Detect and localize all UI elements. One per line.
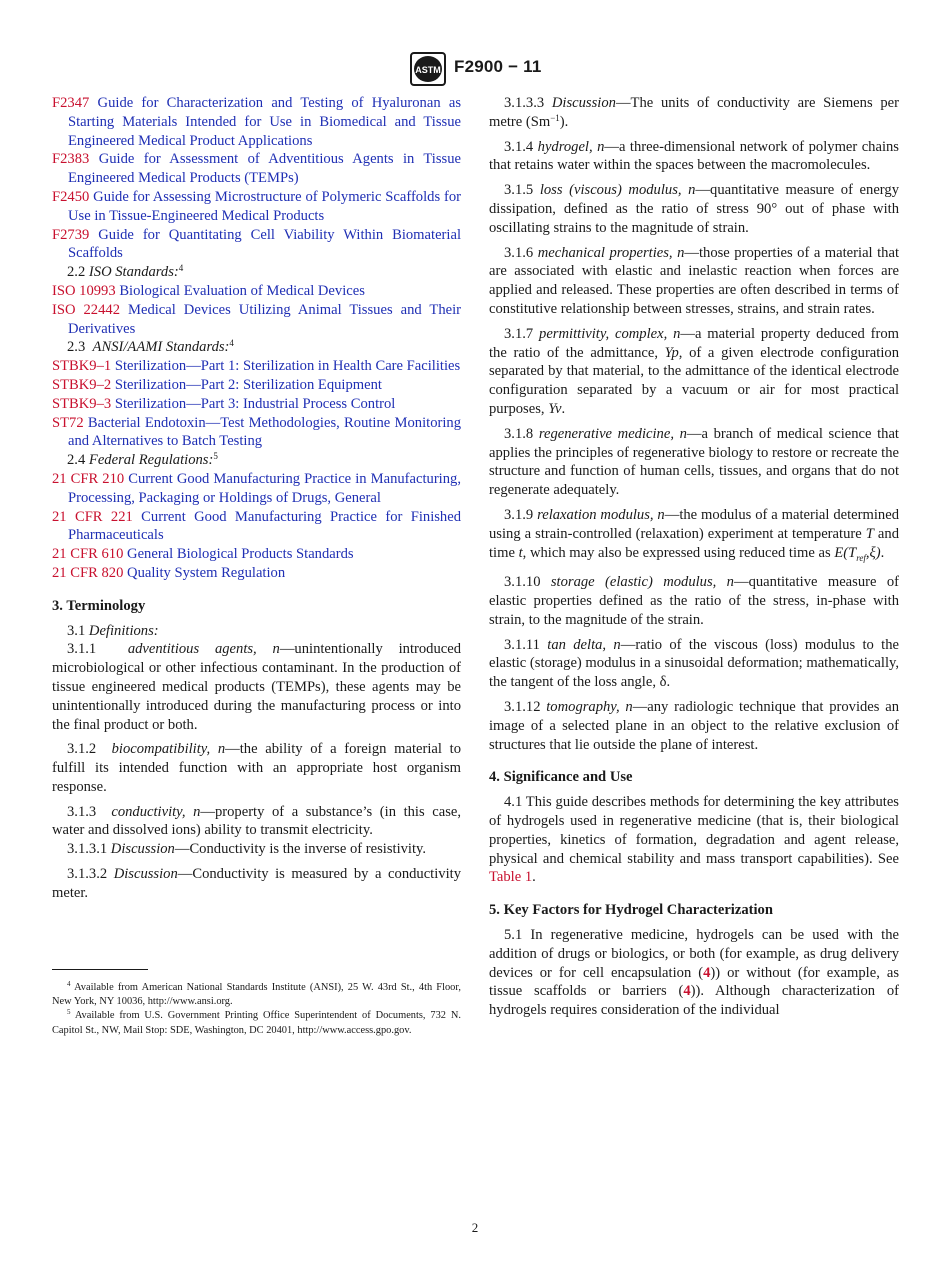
page-number: 2 — [471, 1220, 479, 1235]
reference-f2450[interactable]: F2450 Guide for Assessing Microstructure of Polymeric Scaffolds for Use in Tissue-Engineered Medical Products — [52, 188, 461, 224]
discussion-3-1-3-2: 3.1.3.2 Discussion—Conductivity is measured by a conductivity meter. — [52, 866, 461, 901]
definition-3-1-3: 3.1.3 conductivity, n—property of a substance’s (in this case, water and dissolved ions) ability to transmit electricity. — [52, 803, 462, 839]
ansi-standards-heading: 2.3 ANSI/AAMI Standards:$^4$ — [67, 338, 234, 356]
reference-f2739[interactable]: F2739 Guide for Quantitating Cell Viability Within Biomaterial Scaffolds — [52, 226, 461, 262]
discussion-3-1-3-1: 3.1.3.1 Discussion—Conductivity is the inverse of resistivity. — [67, 841, 427, 858]
reference-stbk9-1[interactable]: STBK9–1 Sterilization—Part 1: Sterilization in Health Care Facilities — [52, 358, 461, 375]
reference-21-cfr-221[interactable]: 21 CFR 221 Current Good Manufacturing Practice for Finished Pharmaceuticals — [52, 508, 461, 544]
definition-3-1-4: 3.1.4 hydrogel, n—a three-dimensional network of polymer chains that retains water within the spaces between the macromolecules. — [489, 138, 899, 174]
definition-3-1-8: 3.1.8 regenerative medicine, n—a branch of medical science that applies the principles of regenerative biology to restore or recreate the structure and function of human cells, tissues, and organs that do not regenerate adequately. — [489, 425, 899, 499]
astm-logo-icon — [410, 52, 446, 86]
definition-3-1-10: 3.1.10 storage (elastic) modulus, n—quantitative measure of elastic properties defined as the ratio of the stress, in-phase with strain, to the magnitude of the strain. — [489, 574, 899, 628]
terminology-heading: 3. Terminology — [52, 597, 146, 614]
citation-link[interactable]: 4 — [703, 964, 711, 981]
right-column — [489, 94, 899, 1026]
reference-21-cfr-820[interactable]: 21 CFR 820 Quality System Regulation — [52, 564, 286, 581]
significance-heading: 4. Significance and Use — [489, 769, 633, 786]
key-factors-heading: 5. Key Factors for Hydrogel Characterization — [489, 902, 773, 919]
left-column — [52, 94, 461, 909]
definition-3-1-1: 3.1.1 adventitious agents, n—unintentionally introduced microbiological or other infectious contaminant. In the production of tissue engineered medical products (TEMPs), these agents may be unintentionally introduced during the manufacturing process or into the final product or both. — [52, 641, 462, 733]
table-1-link[interactable]: Table 1 — [489, 869, 533, 886]
paragraph-4-1: 4.1 This guide describes methods for determining the key attributes of hydrogels used in regenerative medicine (that is, their biological properties, kinetics of formation, degradation and agent release, physical and chemical stability and mass transport capabilities). See Table 1. — [489, 794, 899, 886]
paragraph-5-1: 5.1 In regenerative medicine, hydrogels can be used with the addition of drugs or biologics, or both (for example, as drug delivery devices or for cell encapsulation (4)) or without (for example, as tissue scaffolds or barriers (4)). Although characterization of hydrogels requires consideration of the individual — [489, 926, 900, 1019]
reference-stbk9-3[interactable]: STBK9–3 Sterilization—Part 3: Industrial Process Control — [52, 395, 396, 412]
reference-21-cfr-610[interactable]: 21 CFR 610 General Biological Products Standards — [52, 546, 354, 563]
definition-3-1-2: 3.1.2 biocompatibility, n—the ability of a foreign material to fulfill its intended function with an appropriate host organism response. — [52, 741, 462, 795]
definition-3-1-11: 3.1.11 tan delta, n—ratio of the viscous (loss) modulus to the elastic (storage) modulus in a sinusoidal deformation; mathematically, the tangent of the loss angle, δ. — [489, 636, 899, 691]
footnote-divider — [52, 969, 148, 970]
definition-3-1-5: 3.1.5 loss (viscous) modulus, n—quantitative measure of energy dissipation, defined as the ratio of stress 90° out of phase with oscillating strains to the magnitude of strain. — [489, 182, 899, 236]
reference-21-cfr-210[interactable]: 21 CFR 210 Current Good Manufacturing Practice in Manufacturing, Processing, Packaging or Holdings of Drugs, General — [52, 470, 461, 506]
citation-link[interactable]: 4 — [683, 983, 691, 1000]
page-header — [0, 52, 950, 86]
reference-st72[interactable]: ST72 Bacterial Endotoxin—Test Methodologies, Routine Monitoring and Alternatives to Batch Testing — [52, 414, 461, 450]
footnotes — [52, 981, 461, 1038]
definition-3-1-12: 3.1.12 tomography, n—any radiologic technique that provides an image of a selected plane in an object to the relative exclusion of structures that lie outside the plane of interest. — [489, 699, 899, 753]
definition-3-1-9: 3.1.9 relaxation modulus, n—the modulus of a material determined using a strain-controlled (relaxation) experiment at temperature T and time t, which may also be expressed using reduced time as $E(T_{ref},\xi)$. — [489, 506, 899, 563]
reference-iso-10993[interactable]: ISO 10993 Biological Evaluation of Medical Devices — [52, 282, 365, 299]
svg-text:ASTM: ASTM — [415, 65, 441, 75]
definition-3-1-6: 3.1.6 mechanical properties, n—those properties of a material that are associated with elastic and inelastic reaction when forces are applied and released. These properties are often described in terms of constitutive relationship between stresses, strains, and strain rates. — [489, 244, 899, 317]
reference-stbk9-2[interactable]: STBK9–2 Sterilization—Part 2: Sterilization Equipment — [52, 376, 382, 393]
reference-f2347[interactable]: F2347 Guide for Characterization and Testing of Hyaluronan as Starting Materials Intended for Use in Biomedical and Tissue Engineered Medical Product Applications — [52, 95, 461, 149]
definitions-subheading: 3.1 Definitions: — [67, 622, 159, 639]
discussion-3-1-3-3: 3.1.3.3 Discussion—The units of conductivity are Siemens per metre $(Sm^{-1})$. — [489, 95, 899, 130]
document-id: F2900 − 11 — [454, 57, 542, 76]
iso-standards-heading: 2.2 ISO Standards:$^4$ — [67, 263, 184, 281]
reference-iso-22442[interactable]: ISO 22442 Medical Devices Utilizing Animal Tissues and Their Derivatives — [52, 301, 462, 337]
reference-f2383[interactable]: F2383 Guide for Assessment of Adventitious Agents in Tissue Engineered Medical Products (TEMPs) — [52, 151, 461, 187]
footnote-4: $^4$ Available from American National Standards Institute (ANSI), 25 W. 43rd St., 4th Floor, New York, NY 10036, http://www.ansi.org. — [52, 980, 461, 1008]
federal-regulations-heading: 2.4 Federal Regulations:$^5$ — [67, 451, 218, 469]
footnote-5: $^5$ Available from U.S. Government Printing Office Superintendent of Documents, 732 N. Capitol St., NW, Mail Stop: SDE, Washington, DC 20401, http://www.access.gpo.gov. — [52, 1008, 461, 1036]
definition-3-1-7: 3.1.7 permittivity, complex, n—a material property deduced from the ratio of the admittance, Yp, of a given electrode configuration separated by that material, to the admittance of the identical electrode configuration separated by a vacuum or air for most practical purposes, Yv. — [489, 325, 899, 417]
